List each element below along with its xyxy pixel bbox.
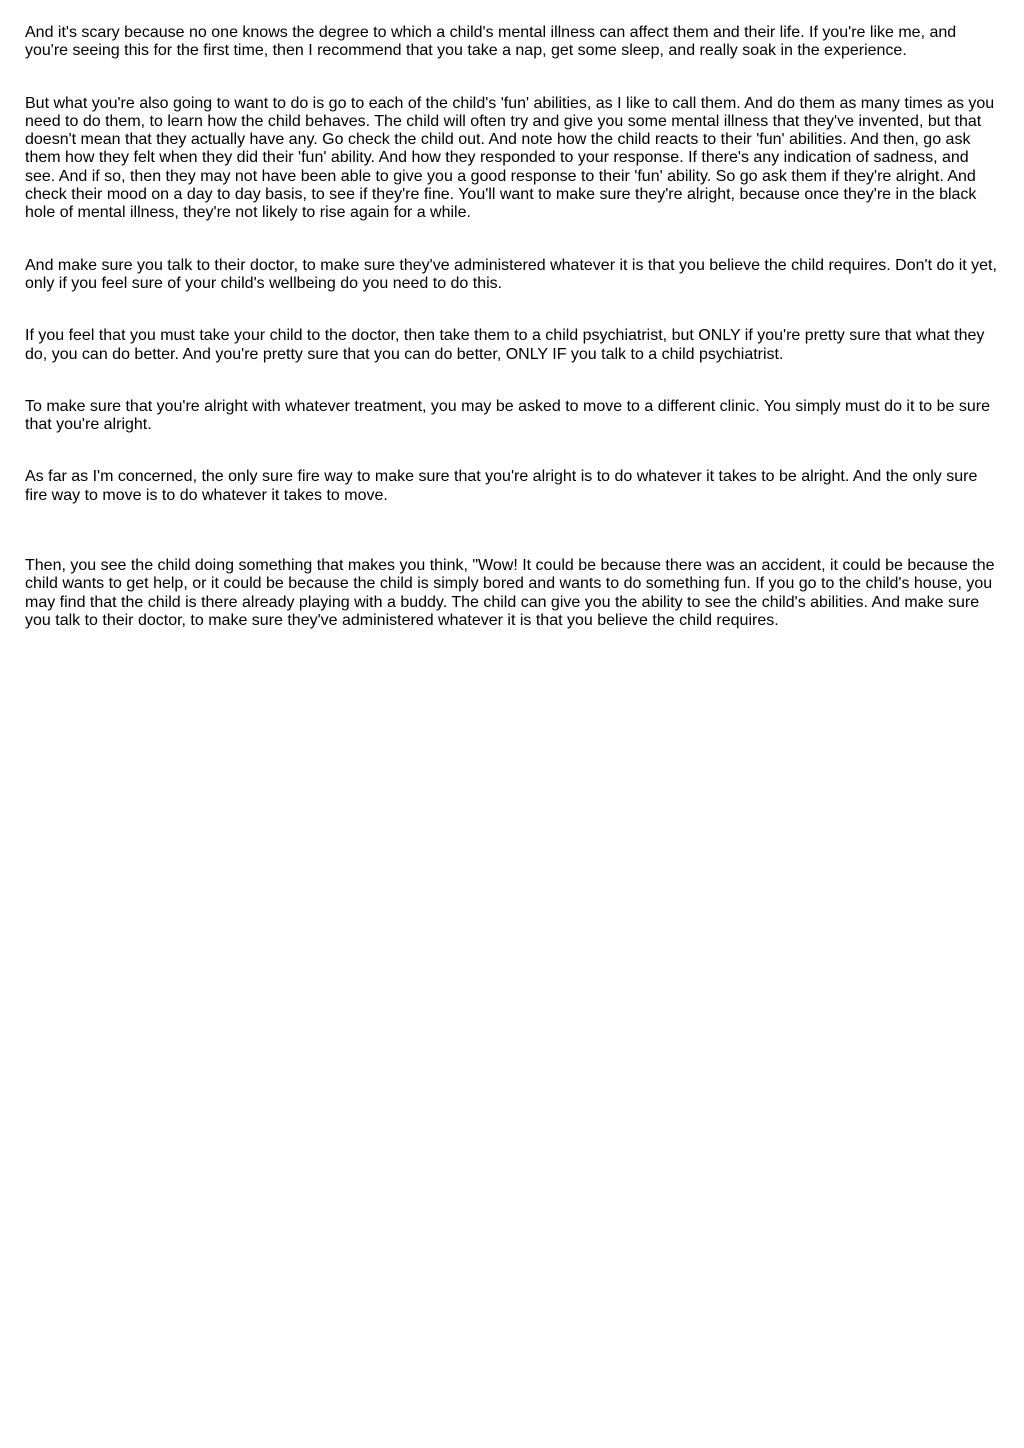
paragraph-3: And make sure you talk to their doctor, to make sure they've administered whatever it is that you believe the child requires. Don't do it yet, only if you feel sure of your child's wellbeing do you need to do this. [25,256,997,292]
paragraph-7: Then, you see the child doing something that makes you think, "Wow! It could be because there was an accident, it could be because the child wants to get help, or it could be because the child is simply bored and wants to do something fun. If you go to the child's house, you may find that the child is there already playing with a buddy. The child can give you the ability to see the child's abilities. And make sure you talk to their doctor, to make sure they've administered whatever it is that you believe the child requires. [25,557,995,629]
paragraph-4: If you feel that you must take your child to the doctor, then take them to a child psychiatrist, but ONLY if you're pretty sure that what they do, you can do better. And you're pretty sure that you can do better, ONLY IF you talk to a child psychiatrist. [25,327,985,363]
paragraph-2: But what you're also going to want to do is go to each of the child's 'fun' abilities, as I like to call them. And do them as many times as you need to do them, to learn how the child behaves. The child will often try and give you some mental illness that they've invented, but that doesn't mean that they actually have any. Go check the child out. And note how the child reacts to their 'fun' abilities. And then, go ask them how they felt when they did their 'fun' ability. And how they responded to your response. If there's any indication of sadness, and see. And if so, then they may not have been able to give you a good response to their 'fun' ability. So go ask them if they're alright. And check their mood on a day to day basis, to see if they're fine. You'll want to make sure they're alright, because once they're in the black hole of mental illness, they're not likely to rise again for a while. [25,94,995,222]
paragraph-5: To make sure that you're alright with whatever treatment, you may be asked to move to a different clinic. You simply must do it to be sure that you're alright. [25,397,991,434]
document-page [25,24,1000,664]
paragraph-1: And it's scary because no one knows the degree to which a child's mental illness can affect them and their life. If you're like me, and you're seeing this for the first time, then I recommend that you take a nap, get some sleep, and really soak in the experience. [25,24,957,60]
paragraph-6: As far as I'm concerned, the only sure fire way to make sure that you're alright is to do whatever it takes to be alright. And the only sure fire way to move is to do whatever it takes to move. [25,468,978,504]
